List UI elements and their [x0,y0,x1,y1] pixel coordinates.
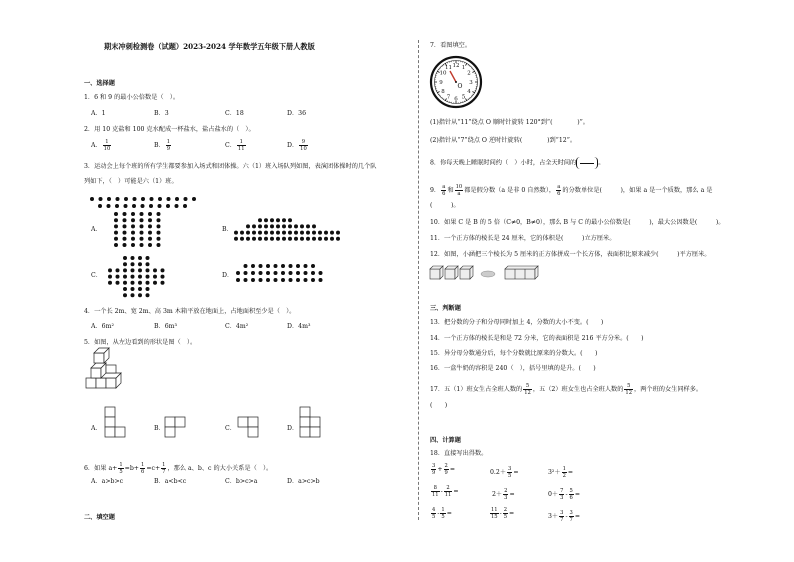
formation-dot [258,231,262,235]
formation-dot [140,224,144,228]
formation-dot [264,218,268,222]
q5-option-d: D． [287,425,299,432]
formation-dot [236,271,240,275]
formation-d-dots [236,264,323,282]
q10-text: 10．如果 C 是 B 的 5 倍（C≠0，B≠0），那么 B 与 C 的最小公倍数是( )，最大公因数是( )。 [430,219,725,226]
svg-text:7: 7 [446,94,451,101]
formation-dot [288,224,292,228]
formation-dot [131,243,135,247]
q5-option-c: C． [225,425,236,432]
q1-option-d: D．36 [287,110,307,117]
svg-text:1: 1 [461,65,466,71]
svg-text:11: 11 [445,65,452,71]
formation-dot [131,287,135,291]
q1-option-a: A．1 [91,110,106,117]
formation-dot [140,243,144,247]
formation-dot [146,281,150,285]
formation-dot [148,243,152,247]
formation-dot [294,224,298,228]
calc-item-3: 3²＋ $\frac{1}{2}$ = [548,466,574,479]
formation-dot [123,224,127,228]
calc-item-2: 0.2＋ $\frac{3}{5}$ = [490,466,519,479]
formation-dot [244,278,248,282]
formation-dot [114,212,118,216]
q14-text: 14．一个正方体的棱长是和是 72 分米，它的表面积是 216 平方分米。( ) [430,335,644,342]
formation-dot [108,275,112,279]
formation-dot [270,224,274,228]
q5-text: 5．如图，从左边看到的形状是图（ ）。 [84,339,197,346]
formation-dot [146,287,150,291]
entry-formation-dots [90,197,196,208]
formation-dot [294,231,298,235]
formation-dot [266,264,270,268]
formation-dot [123,212,127,216]
formation-dot [157,243,161,247]
formation-dot [175,204,179,208]
formation-dot [300,224,304,228]
formation-dot [131,275,135,279]
formation-dot [138,293,142,297]
q4-option-b: B．6m³ [154,323,178,330]
formation-dot [330,237,334,241]
formation-dot [116,268,120,272]
formation-dot [157,224,161,228]
q7-part2: (2)指针从“7”绕点 O 逆时针旋转( )到“12”。 [430,137,577,144]
formation-dot [183,204,187,208]
formation-dot [116,281,120,285]
calc-item-4: $\frac{8}{11}$ - $\frac{2}{11}$ = [432,485,459,498]
q12-text: 12．如图，小涵把三个棱长为 5 厘米的正方体拼成一个长方体，表面积比原来减少( )平方厘米。 [430,251,711,258]
q5-option-b: B． [154,425,165,432]
formation-dot [319,278,323,282]
formation-dot [148,218,152,222]
formation-dot [161,281,165,285]
formation-dot [258,237,262,241]
formation-dot [138,287,142,291]
formation-dot [282,224,286,228]
clock-center-label: O [457,83,463,90]
formation-dot [116,275,120,279]
formation-dot [312,224,316,228]
formation-dot [107,197,111,201]
formation-dot [131,231,135,235]
formation-dot [234,237,238,241]
formation-dot [306,237,310,241]
formation-dot [184,197,188,201]
formation-dot [114,218,118,222]
formation-dot [240,237,244,241]
formation-dot [296,271,300,275]
q4-option-a: A．6m² [91,323,114,330]
formation-dot [115,204,119,208]
q5-option-a: A． [91,425,102,432]
calc-item-9: 3＋ $\frac{3}{7}$ - $\frac{3}{7}$ = [548,510,581,523]
formation-dot [240,231,244,235]
formation-dot [264,231,268,235]
formation-dot [157,218,161,222]
formation-dot [140,237,144,241]
formation-dot [304,271,308,275]
svg-text:6: 6 [454,96,458,103]
formation-dot [252,224,256,228]
formation-dot [289,264,293,268]
q2-option-b: B． $\frac{1}{9}$ [154,139,171,152]
formation-dot [270,231,274,235]
calc-item-5: 2＋ $\frac{2}{3}$ = [492,488,515,501]
formation-dot [131,224,135,228]
formation-dot [146,256,150,260]
formation-dot [311,271,315,275]
formation-dot [282,218,286,222]
q17-text: 17．五（1）班女生占全班人数的 $\frac{5}{12}$ ，五（2）班女生也占全班人数的 $\frac{5}{12}$ ，两个班的女生同样多。 [430,383,703,396]
formation-dot [288,237,292,241]
formation-dot [146,268,150,272]
formation-dot [140,212,144,216]
formation-dot [138,275,142,279]
q7-text: 7．看图填空。 [430,42,472,49]
formation-dot [281,278,285,282]
formation-dot [289,278,293,282]
formation-dot [311,278,315,282]
section-calc-title: 四、计算题 [430,437,461,444]
formation-dot [114,237,118,241]
formation-dot [258,224,262,228]
formation-dot [324,231,328,235]
svg-text:12: 12 [452,63,460,69]
formation-dot [276,231,280,235]
formation-dot [276,218,280,222]
formation-dot [148,231,152,235]
formation-dot [153,268,157,272]
formation-dot [124,197,128,201]
formation-dot [123,293,127,297]
q12-cubes-figure [430,265,550,281]
formation-dot [296,264,300,268]
formation-dot [306,231,310,235]
formation-a-dots [114,212,161,247]
formation-dot [157,237,161,241]
formation-dot [234,231,238,235]
formation-dot [131,256,135,260]
formation-dot [288,231,292,235]
formation-dot [158,204,162,208]
formation-dot [276,224,280,228]
svg-text:5: 5 [461,94,466,101]
formation-dot [300,237,304,241]
formation-dot [141,204,145,208]
formation-dot [259,264,263,268]
formation-dot [131,262,135,266]
q8-text: 8．你每天晚上睡眠时间约（ ）小时，占全天时间的 。 [430,157,604,169]
formation-dot [274,271,278,275]
formation-dot [270,218,274,222]
formation-dot [175,197,179,201]
calc-item-1: $\frac{3}{9}$ + $\frac{2}{9}$ = [432,463,455,476]
formation-dot [252,231,256,235]
q5-view-b [165,405,195,445]
formation-dot [150,197,154,201]
formation-dot [288,218,292,222]
section-choice-title: 一、选择题 [84,80,115,87]
formation-dot [114,231,118,235]
q3-text-line2: 列如下，（ ）可能是六（1）班。 [84,178,178,185]
formation-dot [153,281,157,285]
formation-dot [123,218,127,222]
svg-text:3: 3 [469,80,473,86]
formation-dot [336,231,340,235]
formation-dot [138,268,142,272]
formation-dot [296,278,300,282]
formation-dot [131,212,135,216]
q5-view-d [300,405,330,445]
formation-dot [264,224,268,228]
formation-dot [131,237,135,241]
formation-dot [140,218,144,222]
formation-dot [319,271,323,275]
formation-dot [246,224,250,228]
formation-dot [270,237,274,241]
formation-dot [98,204,102,208]
formation-b-dots [234,218,340,241]
formation-dot [138,281,142,285]
section-fill-title: 二、填空题 [84,514,115,521]
formation-dot [157,231,161,235]
formation-dot [148,224,152,228]
formation-dot [153,275,157,279]
q9-text: 9． $\frac{a}{6}$ 和 $\frac{10}{a}$ 都是假分数（a 是非 0 自然数）， $\frac{a}{6}$ 的分数单位是( )，如果 a 是一个质数，那么 a 是 [430,184,713,197]
formation-dot [132,204,136,208]
q4-text: 4．一个长 2m、宽 2m、高 3m 木箱平放在地面上，占地面积至少是（ ）。 [84,308,296,315]
formation-dot [123,262,127,266]
q2-option-d: D． $\frac{9}{10}$ [287,139,307,152]
formation-dot [266,278,270,282]
formation-dot [157,212,161,216]
calc-item-7: $\frac{4}{5}$ - $\frac{1}{5}$ = [432,507,452,520]
formation-dot [312,237,316,241]
q6-option-b: B．a<b<c [154,478,187,485]
formation-dot [123,275,127,279]
formation-dot [123,281,127,285]
formation-c-dots [108,256,165,297]
q16-text: 16．一盒牛奶的容积是 240（ ），括号里填的是升。( ) [430,365,596,372]
formation-dot [246,231,250,235]
formation-dot [192,197,196,201]
q4-option-d: D．4m³ [287,323,311,330]
q5-view-a [105,405,135,445]
q3-text-line1: 3．运动会上每个班的所有学生都要参加入场式和团体操。六（1）班入场队列如图，表演团体操时的几个队 [84,163,377,170]
formation-dot [131,268,135,272]
q17-line2: ( ) [430,402,448,409]
formation-dot [123,256,127,260]
q1-option-b: B．3 [154,110,169,117]
q18-text: 18．直接写出得数。 [430,450,488,457]
q15-text: 15．异分母分数通分后，每个分数就比原来的分数大。( ) [430,350,598,357]
formation-dot [123,243,127,247]
formation-dot [246,237,250,241]
formation-dot [258,218,262,222]
formation-dot [146,275,150,279]
formation-dot [161,275,165,279]
q1-option-c: C．18 [225,110,244,117]
formation-dot [251,271,255,275]
svg-text:2: 2 [467,70,471,77]
formation-dot [148,237,152,241]
page-title: 期末冲刺检测卷（试题）2023-2024 学年数学五年级下册人教版 [104,42,315,51]
formation-dot [148,212,152,216]
formation-dot [304,278,308,282]
formation-dot [123,231,127,235]
q7-part1: (1)指针从“11”绕点 O 顺时针旋转 120°到“( )”。 [430,119,589,126]
formation-dot [244,271,248,275]
formation-dot [236,278,240,282]
q1-text: 1．6 和 9 的最小公倍数是（ ）。 [84,94,180,101]
formation-dot [167,197,171,201]
formation-dot [107,204,111,208]
formation-dot [300,231,304,235]
q5-view-c [238,405,268,445]
q3-option-d: D． [222,272,234,279]
q5-cube-figure [84,348,134,398]
formation-dot [318,231,322,235]
formation-dot [149,204,153,208]
formation-dot [140,231,144,235]
clock-icon [429,55,483,109]
q9-line2: ( )。 [430,202,460,209]
calc-item-8: $\frac{11}{15}$ - $\frac{2}{5}$ = [491,507,515,520]
formation-dot [138,256,142,260]
svg-text:4: 4 [467,89,471,95]
formation-dot [264,237,268,241]
q11-text: 11．一个正方体的棱长是 24 厘米，它的体积是( )立方厘米。 [430,235,616,242]
formation-dot [281,264,285,268]
formation-dot [312,231,316,235]
formation-dot [114,224,118,228]
formation-dot [259,278,263,282]
calc-item-6: 0＋ $\frac{7}{3}$ - $\frac{5}{6}$ = [548,488,581,501]
formation-dot [318,237,322,241]
q3-option-b: B． [222,226,233,233]
q4-option-c: C．4m² [225,323,249,330]
formation-dot [108,281,112,285]
formation-dot [289,271,293,275]
formation-dot [146,262,150,266]
q13-text: 13．把分数的分子和分母同时加上 4，分数的大小不变。( ) [430,319,604,326]
formation-dot [123,237,127,241]
formation-dot [274,264,278,268]
formation-dot [251,278,255,282]
formation-dot [259,271,263,275]
formation-dot [124,204,128,208]
formation-dot [99,197,103,201]
formation-dot [131,293,135,297]
formation-dot [282,237,286,241]
formation-dot [252,237,256,241]
formation-dot [138,262,142,266]
formation-dot [282,231,286,235]
q2-text: 2．用 10 克盐和 100 克水配成一杯盐水，盐占盐水的（ ）。 [84,126,255,133]
q6-text: 6．如果 a+ $\frac{1}{5}$ =b+ $\frac{1}{6}$ =c+ $\frac{1}{7}$ ，那么 a、b、c 的大小关系是（ ）。 [84,462,273,475]
formation-dot [123,268,127,272]
formation-dot [306,224,310,228]
formation-dot [244,264,248,268]
formation-dot [131,281,135,285]
svg-text:9: 9 [439,80,443,86]
formation-dot [166,204,170,208]
formation-dot [116,197,120,201]
q3-option-a: A． [91,226,102,233]
formation-dot [336,237,340,241]
formation-dot [133,197,137,201]
q2-option-c: C． $\frac{1}{11}$ [225,139,245,152]
svg-text:8: 8 [441,89,445,95]
formation-dot [123,287,127,291]
formation-dot [276,237,280,241]
formation-dot [311,264,315,268]
formation-dot [281,271,285,275]
q6-option-c: C．b>c>a [225,478,258,485]
formation-dot [161,268,165,272]
q6-option-d: D．a>c>b [287,478,320,485]
q2-option-a: A． $\frac{1}{10}$ [91,139,111,152]
section-judge-title: 三、判断题 [430,305,461,312]
formation-dot [90,197,94,201]
formation-dot [158,197,162,201]
formation-dot [141,197,145,201]
formation-dot [330,231,334,235]
q6-option-a: A．a>b>c [91,478,124,485]
formation-dot [251,264,255,268]
formation-dot [304,264,308,268]
formation-dot [266,271,270,275]
formation-dot [114,243,118,247]
formation-dot [294,237,298,241]
q3-option-c: C． [91,272,102,279]
formation-dot [131,218,135,222]
formation-dot [324,237,328,241]
svg-text:10: 10 [439,70,447,77]
formation-dot [274,278,278,282]
formation-dot [108,268,112,272]
formation-dot [146,293,150,297]
